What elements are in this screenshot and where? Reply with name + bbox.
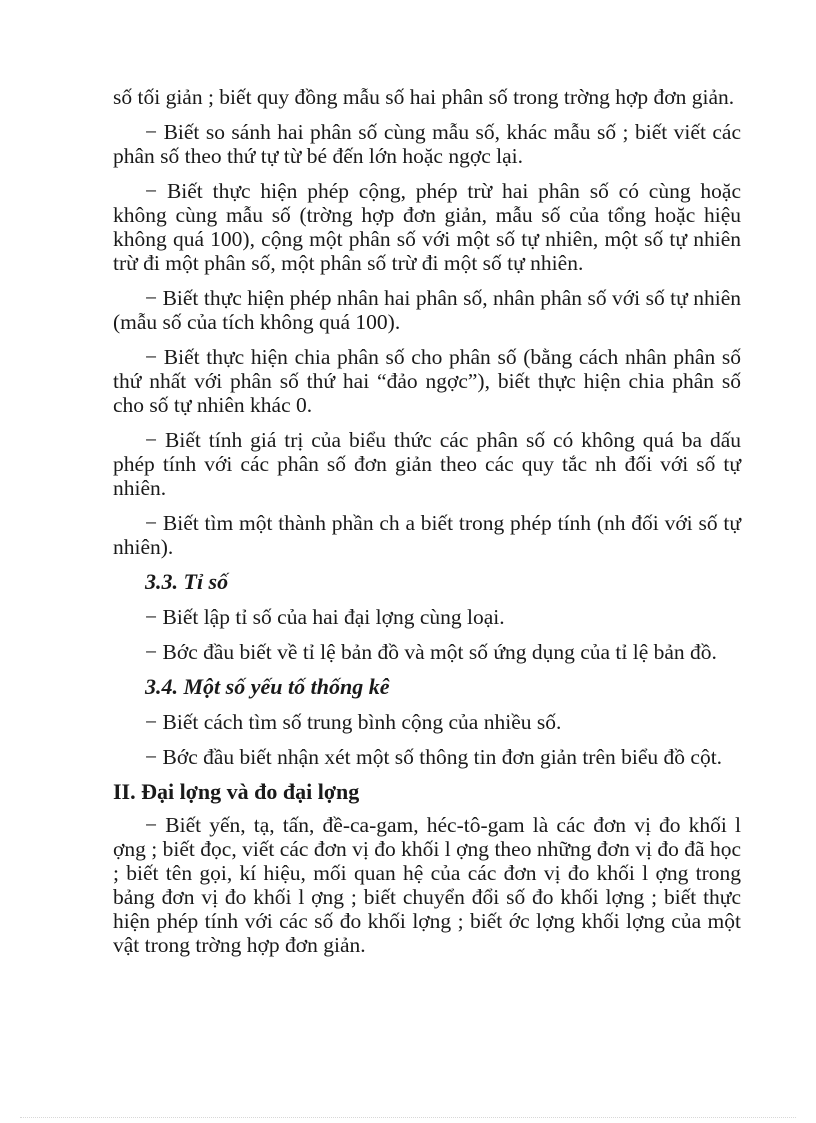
paragraph-mass-units: − Biết yến, tạ, tấn, đề-ca-gam, héc-tô-gam là các đơn vị đo khối l ợng ; biết đọc, viết các đơn vị đo khối l ợng theo những đơn vị đo đã học ; biết tên gọi, kí hiệu, mối quan hệ của các đơn vị đo khối l ợng trong bảng đơn vị đo khối l ợng ; biết chuyển đổi số đo khối lợng ; biết thực hiện phép tính với các số đo khối lợng ; biết ớc lợng khối lợng của một vật trong trờng hợp đơn giản. — [113, 813, 741, 957]
paragraph-bar-chart: − Bớc đầu biết nhận xét một số thông tin đơn giản trên biểu đồ cột. — [145, 745, 723, 769]
paragraph-average: − Biết cách tìm số trung bình cộng của nhiều số. — [145, 710, 562, 734]
document-page — [113, 85, 741, 968]
paragraph-fraction-simplify: số tối giản ; biết quy đồng mẫu số hai phân số trong trờng hợp đơn giản. — [113, 85, 735, 109]
paragraph-fraction-compare: − Biết so sánh hai phân số cùng mẫu số, khác mẫu số ; biết viết các phân số theo thứ tự từ bé đến lớn hoặc ngợc lại. — [113, 120, 741, 168]
section-heading-statistics: 3.4. Một số yếu tố thống kê — [145, 674, 390, 699]
section-heading-quantities: II. Đại lợng và đo đại lợng — [113, 779, 360, 804]
paragraph-fraction-multiply: − Biết thực hiện phép nhân hai phân số, nhân phân số với số tự nhiên (mẫu số của tích không quá 100). — [113, 286, 741, 334]
paragraph-fraction-add-subtract: − Biết thực hiện phép cộng, phép trừ hai phân số có cùng hoặc không cùng mẫu số (trờng hợp đơn giản, mẫu số của tổng hoặc hiệu không quá 100), cộng một phân số với một số tự nhiên, một số tự nhiên trừ đi một phân số, một phân số trừ đi một số tự nhiên. — [113, 179, 741, 275]
section-heading-ratio: 3.3. Tỉ số — [145, 569, 229, 594]
paragraph-expression-value: − Biết tính giá trị của biểu thức các phân số có không quá ba dấu phép tính với các phân số đơn giản theo các quy tắc nh đối với số tự nhiên. — [113, 428, 741, 500]
paragraph-find-unknown: − Biết tìm một thành phần ch a biết trong phép tính (nh đối với số tự nhiên). — [113, 511, 741, 559]
paragraph-map-scale: − Bớc đầu biết về tỉ lệ bản đồ và một số ứng dụng của tỉ lệ bản đồ. — [145, 640, 717, 664]
paragraph-ratio: − Biết lập tỉ số của hai đại lợng cùng loại. — [145, 605, 505, 629]
page-bottom-divider — [20, 1117, 796, 1118]
paragraph-fraction-divide: − Biết thực hiện chia phân số cho phân số (bằng cách nhân phân số thứ nhất với phân số thứ hai “đảo ngợc”), biết thực hiện chia phân số cho số tự nhiên khác 0. — [113, 345, 741, 417]
